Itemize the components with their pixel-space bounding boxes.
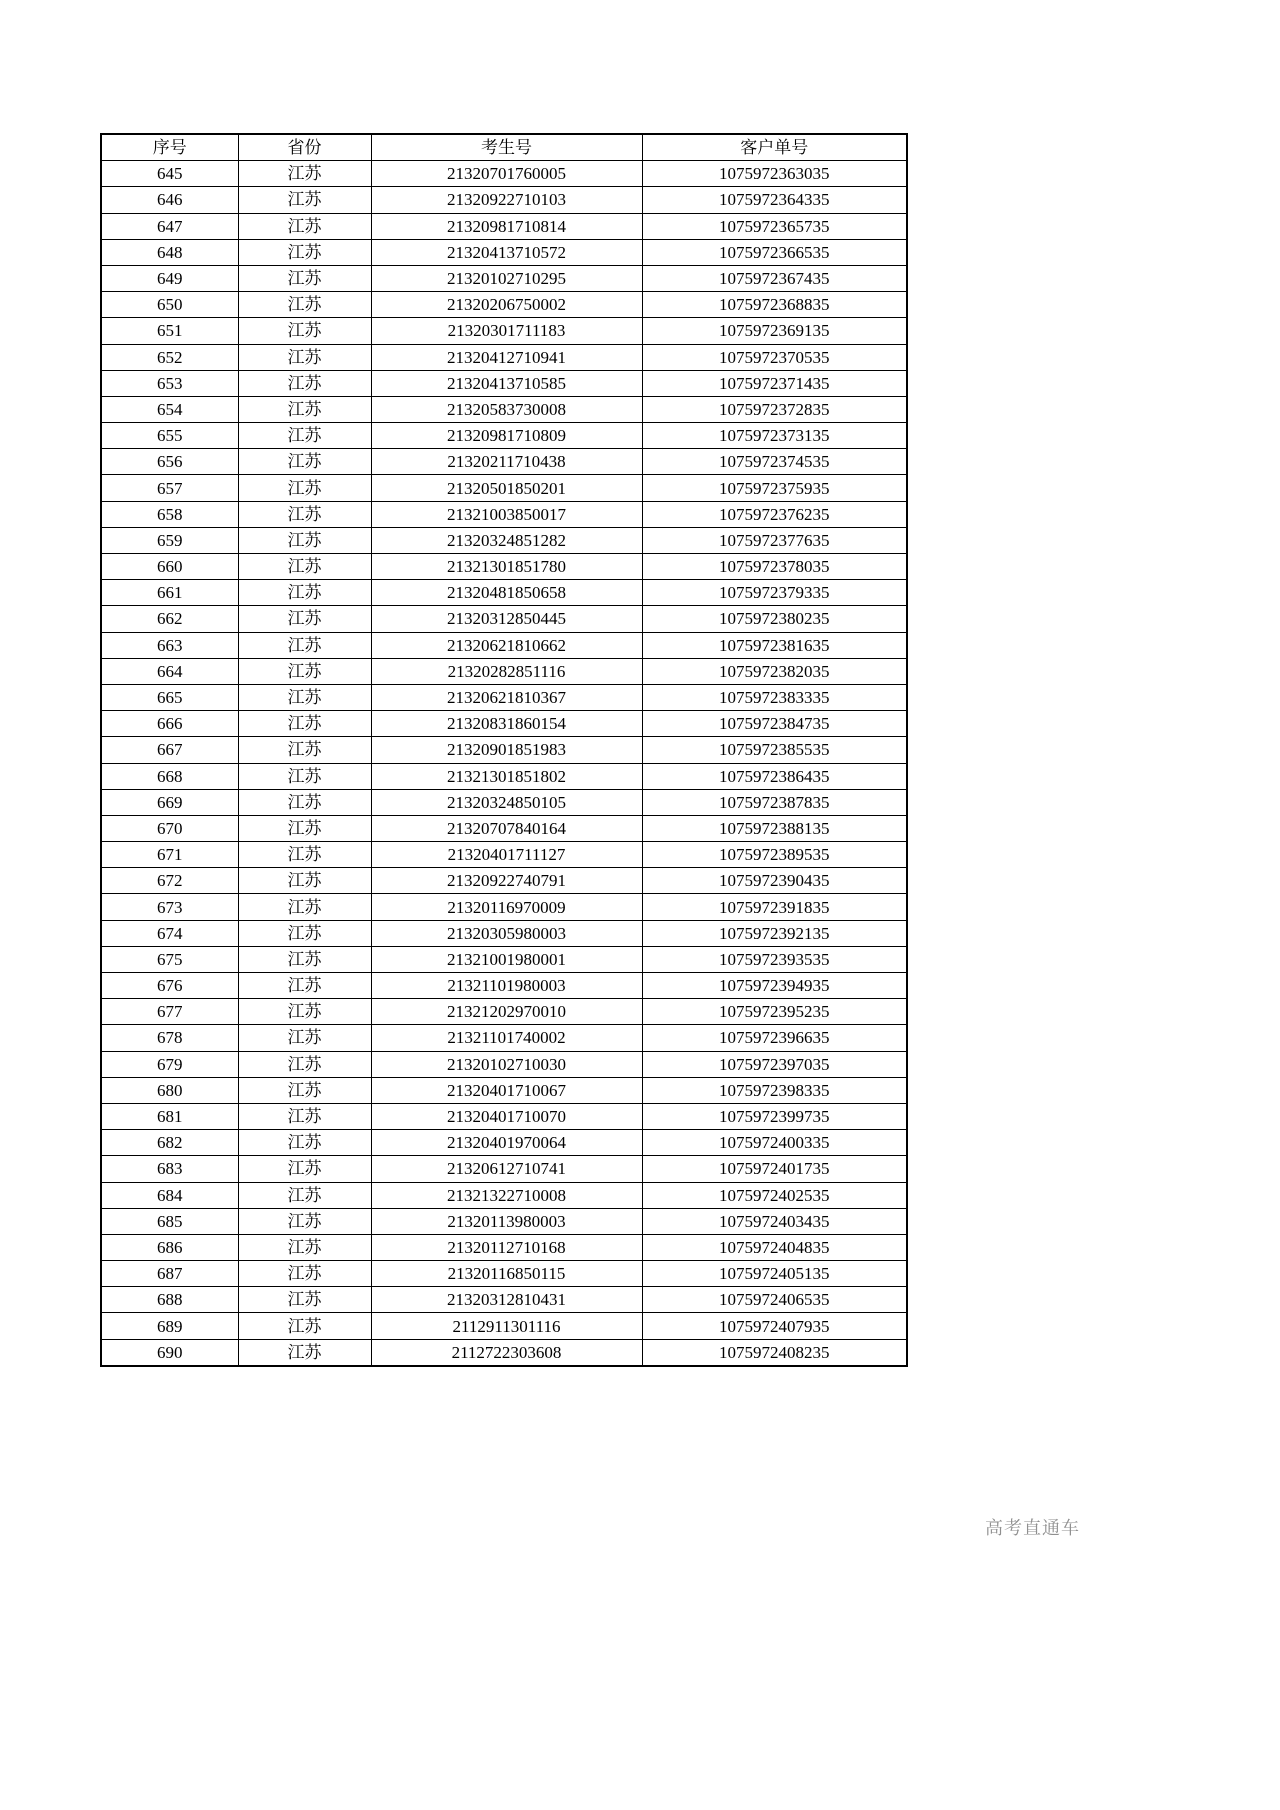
cell-seq: 666 [101, 711, 238, 737]
cell-province: 江苏 [238, 920, 371, 946]
cell-province: 江苏 [238, 213, 371, 239]
cell-seq: 656 [101, 449, 238, 475]
table-row [101, 1287, 907, 1313]
cell-seq: 659 [101, 527, 238, 553]
cell-province: 江苏 [238, 501, 371, 527]
cell-candidate-no: 21320413710585 [371, 370, 642, 396]
cell-province: 江苏 [238, 1234, 371, 1260]
cell-province: 江苏 [238, 292, 371, 318]
table-row [101, 344, 907, 370]
cell-candidate-no: 21320312810431 [371, 1287, 642, 1313]
cell-candidate-no: 21320621810367 [371, 684, 642, 710]
table-row [101, 737, 907, 763]
cell-province: 江苏 [238, 1261, 371, 1287]
cell-seq: 674 [101, 920, 238, 946]
cell-candidate-no: 2112911301116 [371, 1313, 642, 1339]
cell-order-no: 1075972371435 [642, 370, 907, 396]
table-row [101, 789, 907, 815]
table-row [101, 946, 907, 972]
cell-order-no: 1075972368835 [642, 292, 907, 318]
cell-candidate-no: 21320701760005 [371, 161, 642, 187]
records-table-container [100, 133, 908, 1367]
cell-seq: 654 [101, 396, 238, 422]
cell-seq: 677 [101, 999, 238, 1025]
cell-seq: 678 [101, 1025, 238, 1051]
cell-candidate-no: 21320112710168 [371, 1234, 642, 1260]
cell-province: 江苏 [238, 1208, 371, 1234]
cell-province: 江苏 [238, 423, 371, 449]
cell-seq: 673 [101, 894, 238, 920]
cell-order-no: 1075972405135 [642, 1261, 907, 1287]
cell-candidate-no: 21320901851983 [371, 737, 642, 763]
cell-candidate-no: 21320113980003 [371, 1208, 642, 1234]
cell-province: 江苏 [238, 239, 371, 265]
cell-seq: 655 [101, 423, 238, 449]
cell-seq: 679 [101, 1051, 238, 1077]
cell-province: 江苏 [238, 1103, 371, 1129]
column-header-province: 省份 [238, 134, 371, 161]
cell-province: 江苏 [238, 711, 371, 737]
table-row [101, 658, 907, 684]
cell-candidate-no: 21320301711183 [371, 318, 642, 344]
cell-candidate-no: 21320501850201 [371, 475, 642, 501]
cell-province: 江苏 [238, 580, 371, 606]
cell-seq: 668 [101, 763, 238, 789]
cell-order-no: 1075972408235 [642, 1339, 907, 1366]
cell-order-no: 1075972401735 [642, 1156, 907, 1182]
cell-province: 江苏 [238, 658, 371, 684]
table-row [101, 265, 907, 291]
table-row [101, 161, 907, 187]
cell-province: 江苏 [238, 1339, 371, 1366]
cell-seq: 675 [101, 946, 238, 972]
cell-order-no: 1075972387835 [642, 789, 907, 815]
cell-seq: 689 [101, 1313, 238, 1339]
table-row [101, 187, 907, 213]
cell-order-no: 1075972369135 [642, 318, 907, 344]
cell-province: 江苏 [238, 1130, 371, 1156]
cell-order-no: 1075972391835 [642, 894, 907, 920]
cell-candidate-no: 21320413710572 [371, 239, 642, 265]
cell-order-no: 1075972376235 [642, 501, 907, 527]
cell-seq: 671 [101, 842, 238, 868]
cell-province: 江苏 [238, 1077, 371, 1103]
cell-order-no: 1075972377635 [642, 527, 907, 553]
cell-seq: 657 [101, 475, 238, 501]
table-row [101, 475, 907, 501]
cell-seq: 669 [101, 789, 238, 815]
cell-order-no: 1075972374535 [642, 449, 907, 475]
cell-order-no: 1075972381635 [642, 632, 907, 658]
cell-seq: 681 [101, 1103, 238, 1129]
cell-province: 江苏 [238, 632, 371, 658]
table-row [101, 842, 907, 868]
cell-candidate-no: 21321301851780 [371, 554, 642, 580]
cell-province: 江苏 [238, 606, 371, 632]
cell-seq: 664 [101, 658, 238, 684]
cell-candidate-no: 21320282851116 [371, 658, 642, 684]
cell-seq: 676 [101, 973, 238, 999]
table-row [101, 815, 907, 841]
cell-seq: 672 [101, 868, 238, 894]
cell-order-no: 1075972394935 [642, 973, 907, 999]
table-row [101, 1261, 907, 1287]
cell-candidate-no: 21320922710103 [371, 187, 642, 213]
cell-province: 江苏 [238, 1156, 371, 1182]
cell-candidate-no: 21320612710741 [371, 1156, 642, 1182]
cell-seq: 653 [101, 370, 238, 396]
cell-province: 江苏 [238, 894, 371, 920]
table-row [101, 868, 907, 894]
table-row [101, 1103, 907, 1129]
table-row [101, 1051, 907, 1077]
table-row [101, 606, 907, 632]
cell-order-no: 1075972378035 [642, 554, 907, 580]
cell-province: 江苏 [238, 344, 371, 370]
table-row [101, 1156, 907, 1182]
table-row [101, 370, 907, 396]
cell-province: 江苏 [238, 1025, 371, 1051]
cell-seq: 648 [101, 239, 238, 265]
cell-seq: 688 [101, 1287, 238, 1313]
cell-candidate-no: 21321101740002 [371, 1025, 642, 1051]
table-row [101, 213, 907, 239]
cell-candidate-no: 21320412710941 [371, 344, 642, 370]
cell-order-no: 1075972393535 [642, 946, 907, 972]
table-body [101, 161, 907, 1366]
cell-seq: 686 [101, 1234, 238, 1260]
cell-candidate-no: 21320324850105 [371, 789, 642, 815]
cell-province: 江苏 [238, 370, 371, 396]
cell-province: 江苏 [238, 1287, 371, 1313]
table-row [101, 763, 907, 789]
table-row [101, 711, 907, 737]
cell-order-no: 1075972386435 [642, 763, 907, 789]
cell-order-no: 1075972370535 [642, 344, 907, 370]
cell-candidate-no: 21320102710030 [371, 1051, 642, 1077]
table-row [101, 1130, 907, 1156]
cell-order-no: 1075972364335 [642, 187, 907, 213]
column-header-candidate-no: 考生号 [371, 134, 642, 161]
cell-candidate-no: 21320116850115 [371, 1261, 642, 1287]
cell-seq: 652 [101, 344, 238, 370]
cell-order-no: 1075972383335 [642, 684, 907, 710]
cell-seq: 662 [101, 606, 238, 632]
cell-seq: 658 [101, 501, 238, 527]
cell-seq: 665 [101, 684, 238, 710]
cell-order-no: 1075972392135 [642, 920, 907, 946]
cell-candidate-no: 21320401710070 [371, 1103, 642, 1129]
cell-candidate-no: 21320401710067 [371, 1077, 642, 1103]
table-row [101, 396, 907, 422]
cell-order-no: 1075972380235 [642, 606, 907, 632]
cell-province: 江苏 [238, 1313, 371, 1339]
table-row [101, 501, 907, 527]
table-row [101, 527, 907, 553]
table-row [101, 1313, 907, 1339]
cell-province: 江苏 [238, 527, 371, 553]
table-row [101, 554, 907, 580]
cell-province: 江苏 [238, 789, 371, 815]
cell-order-no: 1075972389535 [642, 842, 907, 868]
cell-province: 江苏 [238, 868, 371, 894]
cell-candidate-no: 21320707840164 [371, 815, 642, 841]
cell-order-no: 1075972382035 [642, 658, 907, 684]
cell-province: 江苏 [238, 554, 371, 580]
cell-candidate-no: 21320305980003 [371, 920, 642, 946]
cell-seq: 651 [101, 318, 238, 344]
table-row [101, 1077, 907, 1103]
cell-seq: 645 [101, 161, 238, 187]
table-row [101, 632, 907, 658]
records-table [100, 133, 908, 1367]
cell-province: 江苏 [238, 999, 371, 1025]
cell-order-no: 1075972400335 [642, 1130, 907, 1156]
cell-province: 江苏 [238, 318, 371, 344]
cell-seq: 649 [101, 265, 238, 291]
cell-candidate-no: 21321003850017 [371, 501, 642, 527]
table-row [101, 1339, 907, 1366]
cell-order-no: 1075972403435 [642, 1208, 907, 1234]
table-row [101, 1234, 907, 1260]
cell-candidate-no: 2112722303608 [371, 1339, 642, 1366]
cell-order-no: 1075972402535 [642, 1182, 907, 1208]
cell-province: 江苏 [238, 842, 371, 868]
cell-candidate-no: 21321202970010 [371, 999, 642, 1025]
cell-province: 江苏 [238, 684, 371, 710]
cell-order-no: 1075972363035 [642, 161, 907, 187]
cell-order-no: 1075972375935 [642, 475, 907, 501]
cell-order-no: 1075972366535 [642, 239, 907, 265]
cell-candidate-no: 21320922740791 [371, 868, 642, 894]
table-row [101, 292, 907, 318]
cell-province: 江苏 [238, 187, 371, 213]
cell-candidate-no: 21320116970009 [371, 894, 642, 920]
table-row [101, 999, 907, 1025]
cell-order-no: 1075972379335 [642, 580, 907, 606]
table-row [101, 1182, 907, 1208]
cell-province: 江苏 [238, 1051, 371, 1077]
cell-order-no: 1075972373135 [642, 423, 907, 449]
cell-seq: 683 [101, 1156, 238, 1182]
cell-seq: 667 [101, 737, 238, 763]
cell-order-no: 1075972385535 [642, 737, 907, 763]
table-row [101, 1208, 907, 1234]
cell-candidate-no: 21320831860154 [371, 711, 642, 737]
cell-province: 江苏 [238, 737, 371, 763]
table-row [101, 239, 907, 265]
column-header-order-no: 客户单号 [642, 134, 907, 161]
cell-seq: 680 [101, 1077, 238, 1103]
cell-seq: 660 [101, 554, 238, 580]
cell-order-no: 1075972384735 [642, 711, 907, 737]
cell-order-no: 1075972365735 [642, 213, 907, 239]
cell-candidate-no: 21321301851802 [371, 763, 642, 789]
header-row [101, 134, 907, 161]
cell-order-no: 1075972399735 [642, 1103, 907, 1129]
cell-province: 江苏 [238, 161, 371, 187]
cell-province: 江苏 [238, 475, 371, 501]
cell-province: 江苏 [238, 449, 371, 475]
cell-province: 江苏 [238, 1182, 371, 1208]
cell-order-no: 1075972397035 [642, 1051, 907, 1077]
cell-order-no: 1075972390435 [642, 868, 907, 894]
cell-candidate-no: 21320401711127 [371, 842, 642, 868]
cell-seq: 687 [101, 1261, 238, 1287]
cell-province: 江苏 [238, 946, 371, 972]
cell-candidate-no: 21321322710008 [371, 1182, 642, 1208]
cell-seq: 670 [101, 815, 238, 841]
cell-seq: 647 [101, 213, 238, 239]
cell-order-no: 1075972372835 [642, 396, 907, 422]
watermark-text: 高考直通车 [985, 1518, 1080, 1538]
table-row [101, 580, 907, 606]
cell-candidate-no: 21320211710438 [371, 449, 642, 475]
cell-candidate-no: 21320102710295 [371, 265, 642, 291]
cell-candidate-no: 21321101980003 [371, 973, 642, 999]
cell-candidate-no: 21320401970064 [371, 1130, 642, 1156]
cell-seq: 663 [101, 632, 238, 658]
cell-candidate-no: 21320981710814 [371, 213, 642, 239]
table-row [101, 449, 907, 475]
cell-order-no: 1075972398335 [642, 1077, 907, 1103]
table-row [101, 684, 907, 710]
cell-candidate-no: 21320206750002 [371, 292, 642, 318]
cell-province: 江苏 [238, 973, 371, 999]
cell-order-no: 1075972406535 [642, 1287, 907, 1313]
cell-seq: 650 [101, 292, 238, 318]
cell-candidate-no: 21320621810662 [371, 632, 642, 658]
cell-candidate-no: 21320324851282 [371, 527, 642, 553]
cell-candidate-no: 21320481850658 [371, 580, 642, 606]
cell-order-no: 1075972388135 [642, 815, 907, 841]
cell-order-no: 1075972396635 [642, 1025, 907, 1051]
cell-province: 江苏 [238, 396, 371, 422]
table-row [101, 894, 907, 920]
table-row [101, 973, 907, 999]
cell-order-no: 1075972367435 [642, 265, 907, 291]
cell-province: 江苏 [238, 815, 371, 841]
cell-candidate-no: 21320583730008 [371, 396, 642, 422]
cell-candidate-no: 21320312850445 [371, 606, 642, 632]
cell-seq: 690 [101, 1339, 238, 1366]
cell-seq: 684 [101, 1182, 238, 1208]
cell-province: 江苏 [238, 763, 371, 789]
cell-order-no: 1075972407935 [642, 1313, 907, 1339]
cell-order-no: 1075972404835 [642, 1234, 907, 1260]
cell-seq: 682 [101, 1130, 238, 1156]
cell-candidate-no: 21321001980001 [371, 946, 642, 972]
column-header-seq: 序号 [101, 134, 238, 161]
table-row [101, 920, 907, 946]
table-row [101, 1025, 907, 1051]
cell-seq: 685 [101, 1208, 238, 1234]
table-header [101, 134, 907, 161]
table-row [101, 423, 907, 449]
cell-seq: 646 [101, 187, 238, 213]
cell-province: 江苏 [238, 265, 371, 291]
cell-order-no: 1075972395235 [642, 999, 907, 1025]
table-row [101, 318, 907, 344]
cell-seq: 661 [101, 580, 238, 606]
cell-candidate-no: 21320981710809 [371, 423, 642, 449]
